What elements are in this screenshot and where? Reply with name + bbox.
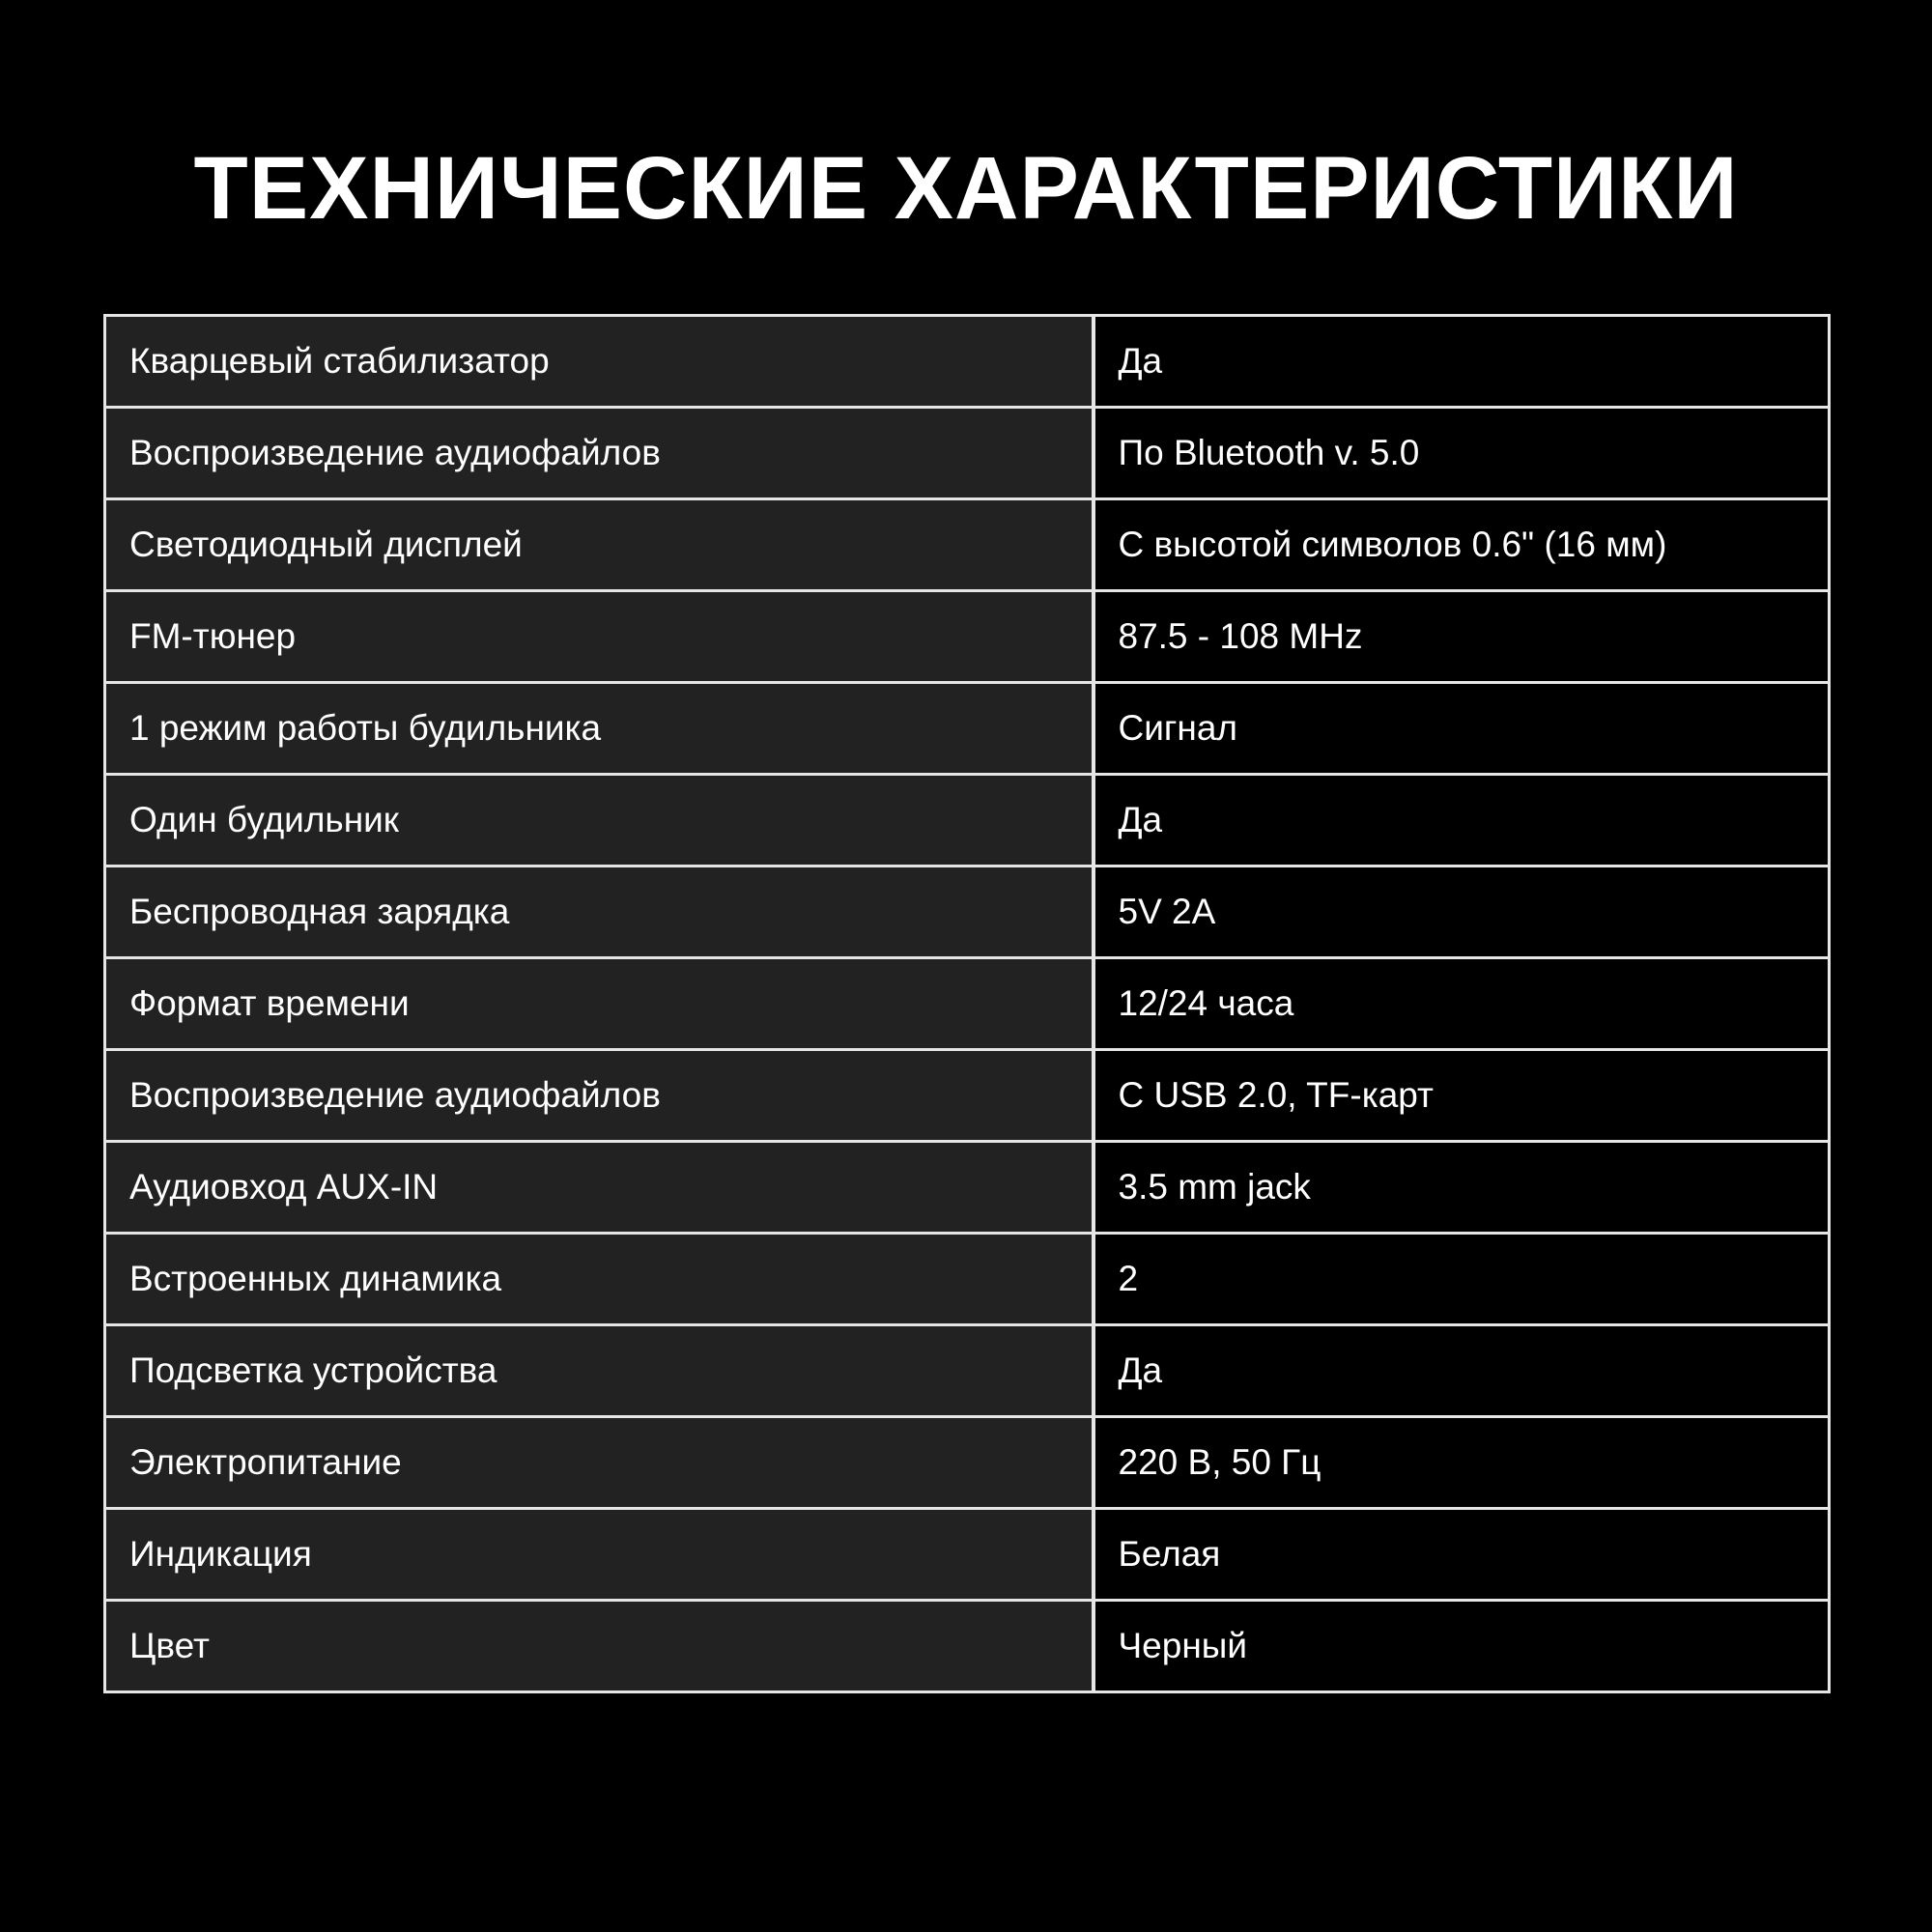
table-row [105,316,1830,408]
spec-value: 3.5 mm jack [1094,1142,1830,1234]
spec-name: Один будильник [105,775,1094,867]
spec-value: 87.5 - 108 MHz [1094,591,1830,683]
spec-name: Кварцевый стабилизатор [105,316,1094,408]
spec-value: Да [1094,1325,1830,1417]
table-row [105,1142,1830,1234]
table-row [105,1601,1830,1692]
spec-value: 220 В, 50 Гц [1094,1417,1830,1509]
spec-name: Беспроводная зарядка [105,867,1094,958]
spec-value: Да [1094,316,1830,408]
table-row [105,1234,1830,1325]
spec-name: Аудиовход AUX-IN [105,1142,1094,1234]
spec-name: Электропитание [105,1417,1094,1509]
spec-value: 5V 2A [1094,867,1830,958]
table-row [105,775,1830,867]
spec-value: По Bluetooth v. 5.0 [1094,408,1830,499]
spec-name: Индикация [105,1509,1094,1601]
spec-value: С высотой символов 0.6" (16 мм) [1094,499,1830,591]
spec-value: Черный [1094,1601,1830,1692]
spec-name: Подсветка устройства [105,1325,1094,1417]
spec-value: 12/24 часа [1094,958,1830,1050]
table-row [105,683,1830,775]
spec-name: FM-тюнер [105,591,1094,683]
spec-value: Белая [1094,1509,1830,1601]
spec-value: С USB 2.0, TF-карт [1094,1050,1830,1142]
spec-name: Светодиодный дисплей [105,499,1094,591]
spec-name: 1 режим работы будильника [105,683,1094,775]
table-row [105,1509,1830,1601]
table-row [105,591,1830,683]
table-row [105,958,1830,1050]
spec-name: Воспроизведение аудиофайлов [105,1050,1094,1142]
spec-name: Формат времени [105,958,1094,1050]
spec-name: Воспроизведение аудиофайлов [105,408,1094,499]
table-row [105,1325,1830,1417]
page-title: ТЕХНИЧЕСКИЕ ХАРАКТЕРИСТИКИ [193,139,1739,238]
table-row [105,499,1830,591]
spec-value: Сигнал [1094,683,1830,775]
table-row [105,1050,1830,1142]
spec-table [103,314,1831,1693]
table-row [105,408,1830,499]
spec-name: Встроенных динамика [105,1234,1094,1325]
table-row [105,1417,1830,1509]
table-row [105,867,1830,958]
spec-value: Да [1094,775,1830,867]
spec-name: Цвет [105,1601,1094,1692]
spec-value: 2 [1094,1234,1830,1325]
